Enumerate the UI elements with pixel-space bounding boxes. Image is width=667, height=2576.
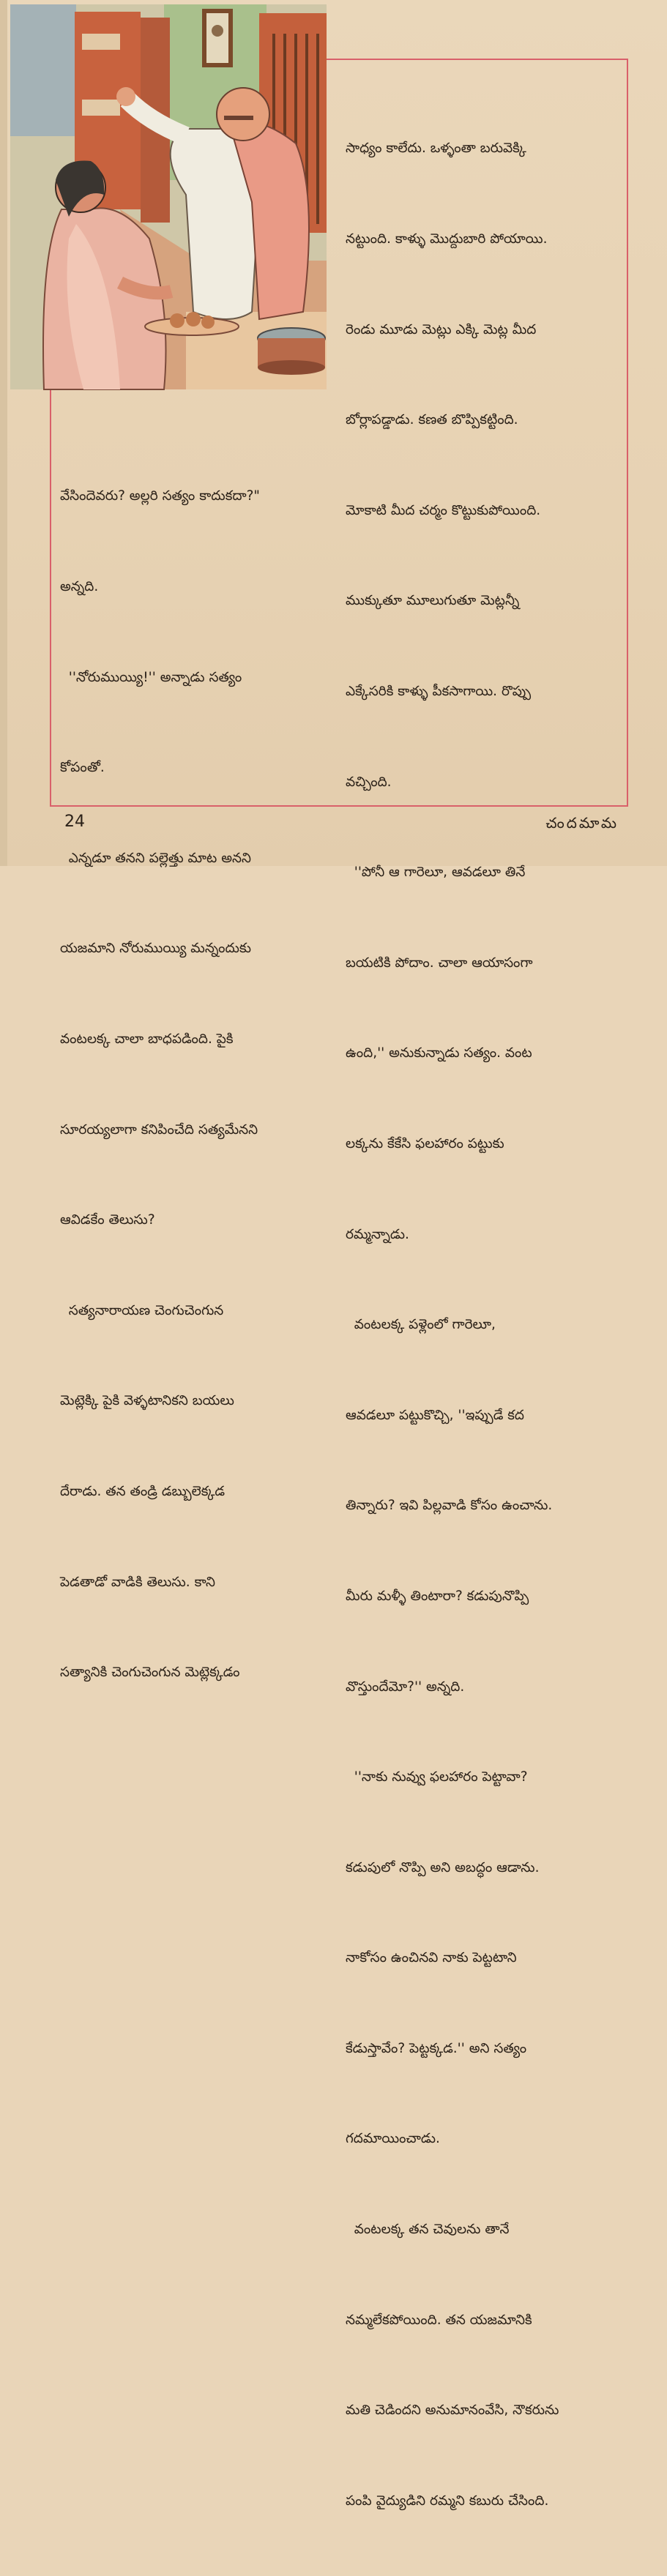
text-line: కేడుస్తావేం? పెట్టక్కడ.'' అని సత్యం — [346, 2040, 527, 2056]
text-line: బయటికి పోదాం. చాలా ఆయాసంగా — [346, 955, 533, 971]
page-edge — [0, 0, 7, 866]
text-line: పంపి వైద్యుడిని రమ్మని కబురు చేసింది. — [346, 2493, 549, 2509]
text-line: కడుపులో నొప్పి అని అబద్ధం ఆడాను. — [346, 1859, 540, 1875]
left-text-column — [60, 421, 338, 1748]
text-line: అన్నది. — [60, 579, 99, 594]
text-line: ముక్కుతూ మూలుగుతూ మెట్లన్నీ — [346, 593, 520, 609]
text-line: ''నోరుముయ్యి!'' అన్నాడు సత్యం — [60, 669, 242, 685]
text-line: యజమాని నోరుముయ్యి మన్నందుకు — [60, 941, 251, 957]
text-line: వంటలక్క తన చెవులను తానే — [346, 2222, 510, 2238]
text-line: గదమాయించాడు. — [346, 2131, 440, 2147]
text-line: సాధ్యం కాలేదు. ఒళ్ళంతా బరువెక్కి — [346, 141, 526, 157]
text-line: మతి చెడిందని అనుమానంవేసి, నౌకరును — [346, 2403, 559, 2419]
text-line: వేసిందెవరు? అల్లరి సత్యం కాదుకదా?" — [60, 488, 260, 504]
text-line: వొస్తుందేమో?'' అన్నది. — [346, 1679, 465, 1695]
text-line: రమ్మన్నాడు. — [346, 1226, 409, 1242]
text-line: వంటలక్క పళ్లెంలో గారెలూ, — [346, 1317, 496, 1333]
text-line: సత్యానికి చెంగుచెంగున మెట్లెక్కడం — [60, 1665, 240, 1681]
story-illustration — [10, 4, 327, 389]
text-line: దేరాడు. తన తండ్రి డబ్బులెక్కడ — [60, 1483, 226, 1499]
text-line: ఆవడలూ పట్టుకొచ్చి, ''ఇప్పుడే కద — [346, 1407, 524, 1423]
text-line: ఎక్కేసరికి కాళ్ళు పీకసాగాయి. రొప్పు — [346, 683, 532, 699]
page-number: 24 — [64, 813, 85, 831]
magazine-name: చందమామ — [545, 814, 619, 832]
text-line: మీరు మళ్ళీ తింటారా? కడుపునొప్పి — [346, 1588, 529, 1604]
text-line: రెండు మూడు మెట్లు ఎక్కి మెట్ల మీద — [346, 321, 537, 337]
text-line: వంటలక్క చాలా బాధపడింది. పైకి — [60, 1031, 234, 1047]
text-line: ఆవిడకేం తెలుసు? — [60, 1212, 155, 1228]
text-line: నాకోసం ఉంచినవి నాకు పెట్టటాని — [346, 1950, 517, 1966]
text-line: సూరయ్యలాగా కనిపించేది సత్యమేనని — [60, 1121, 258, 1138]
text-line: మెట్లెక్కి పైకి వెళ్ళటానికని బయలు — [60, 1393, 234, 1409]
text-line: బోర్లాపడ్డాడు. కణత బొప్పికట్టింది. — [346, 412, 518, 428]
text-line: ''పోనీ ఆ గారెలూ, ఆవడలూ తినే — [346, 865, 526, 881]
text-line: ''నాకు నువ్వు ఫలహారం పెట్టావా? — [346, 1769, 528, 1785]
text-line: తిన్నారు? ఇవి పిల్లవాడి కోసం ఉంచాను. — [346, 1498, 553, 1514]
text-line: ఉంది,'' అనుకున్నాడు సత్యం. వంట — [346, 1045, 532, 1061]
right-text-column — [346, 73, 628, 2576]
text-line: మోకాటి మీద చర్మం కొట్టుకుపోయింది. — [346, 502, 541, 518]
text-line: ఎన్నడూ తనని పల్లెత్తు మాట అనని — [60, 850, 251, 866]
text-line: వచ్చింది. — [346, 774, 392, 790]
text-line: నమ్మలేకపోయింది. తన యజమానికి — [346, 2312, 532, 2328]
text-line: పెడతాడో వాడికి తెలుసు. కాని — [60, 1574, 216, 1590]
text-line: నట్టుంది. కాళ్ళు మొద్దుబారి పోయాయి. — [346, 231, 548, 247]
text-line: లక్కను కేకేసి ఫలహారం పట్టుకు — [346, 1135, 504, 1151]
text-line: సత్యనారాయణ చెంగుచెంగున — [60, 1302, 224, 1318]
text-line: కోపంతో. — [60, 760, 105, 776]
